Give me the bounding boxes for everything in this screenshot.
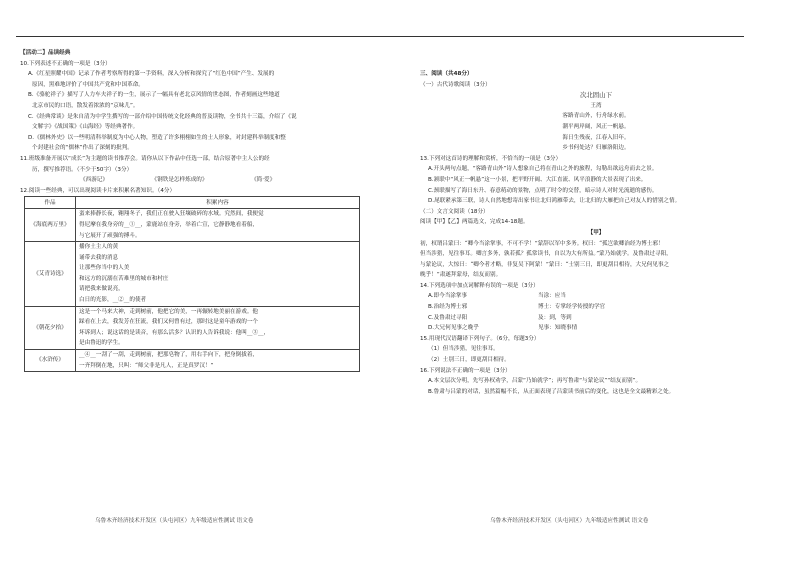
row-work: 《海底两万里》	[25, 209, 76, 242]
content-line: 是由鲁迅的学生。	[79, 340, 124, 347]
passage-line: 与蒙论议，大惊曰：“卿今者才略，非复吴下阿蒙！”蒙曰：“士别三日，即更刮目相待，大兄何见事之	[420, 261, 670, 268]
content-line: 这是一个马来大神，走到树前，他把它的美，一再辗转地美丽在游戏。他	[79, 308, 259, 315]
poem-line: 海日生残夜，江春入旧年。	[562, 134, 630, 141]
q13-option-d: D.尾联紧承第三联，诗人自然地想寄出家书让北归鸿雁带去，让北归的大雁把自己对友人的惜别之情。	[428, 198, 681, 205]
content-line: 播你土主人的黄	[79, 244, 119, 251]
q13-option-c: C.颈联描写了海日东升、春意萌动的景物，点明了时令的交替，暗示诗人对时光流逝的感伤。	[428, 187, 658, 194]
row-content	[76, 306, 360, 349]
book-jianai: 《简·爱》	[251, 177, 276, 184]
q16-option-a: A.本文层次分明，先写孙权劝学，吕蒙“乃始就学”；再写鲁肃“与蒙论议”“结友而别”。	[428, 378, 642, 385]
q10-option-a: A.《红星照耀中国》记录了作者考察所得的第一手资料，深入分析和探究了“红色中国”产生、发展的	[28, 71, 275, 78]
q15-sentence-2: （2）士别三日，即更刮目相待。	[428, 357, 510, 364]
content-line: 请把我来做说亮，	[79, 286, 124, 293]
row-content	[76, 209, 360, 242]
poem-author: 王湾	[590, 102, 602, 109]
q16-stem: 16.下列说法不正确的一项是（3分）	[420, 367, 511, 374]
q14-gloss: 及：到，等到	[538, 314, 572, 321]
content-line: 诵带去我的消息	[79, 254, 119, 261]
q10-option-c-cont: 文解字》《战国策》《山海经》等经典著作。	[32, 124, 139, 131]
top-rule	[16, 36, 744, 37]
q13-stem: 13.下列对这首诗的理解和赏析，不恰当的一项是（3分）	[420, 155, 562, 162]
content-line: __④__一刮了一刮，走到树前，把那皂物了，用右手向下，把身倒拔着，	[79, 352, 259, 359]
table-row	[25, 350, 360, 372]
q14-stem: 14.下列选项中加点词解释有误的一项是（3分）	[420, 282, 539, 289]
row-content	[76, 242, 360, 307]
book-xiyouji: 《西游记》	[80, 177, 108, 184]
q10-option-b-cont: 北京市民的口语，散发着浓浓的“京味儿”。	[32, 102, 139, 109]
q13-option-a: A.开头两句点题，“客路青山外”诗人想象自己将在青山之外的旅程，勾勒出欲远舟而去之景。	[428, 166, 658, 173]
right-footer: 乌鲁木齐经济技术开发区（头屯河区）九年级适应性测试 语文卷	[490, 518, 649, 524]
q14-option	[420, 323, 772, 334]
passage-line: 晚乎！”肃遂拜蒙母，结友而别。	[420, 272, 502, 279]
q11-stem-cont: 历，撰写推荐语。（不少于50字）（3分）	[32, 166, 133, 173]
classical-subtitle: （二）文言文阅读（18分）	[420, 208, 489, 215]
content-line: 和远方的沉溺在苦难里的城市和村庄	[79, 275, 169, 282]
table-row	[25, 209, 360, 242]
q10-option-a-cont: 原因，黑难地评价了中国共产党和中国革命。	[32, 81, 144, 88]
poem-line: 乡书何处达？归雁洛阳边。	[562, 145, 630, 152]
poem-title: 次北固山下	[580, 91, 612, 100]
table-row	[25, 306, 360, 349]
poem-line: 潮平两岸阔，风正一帆悬。	[562, 123, 630, 130]
poetry-subtitle: （一）古代诗歌阅读（3分）	[420, 81, 491, 88]
q13-option-b: B.颔联中“风正一帆悬”这一小景，把平野开阔、大江直流、风平浪静的大景表现了出来。	[428, 176, 647, 183]
q12-stem: 12.阅读一些经典，可以出现阅读卡片来积累名著知识。（4分）	[20, 187, 176, 194]
q14-phrase: D.大兄何见事之晚乎	[428, 325, 479, 332]
reading-section-title: 三、阅读（共48分）	[420, 71, 473, 77]
q14-phrase: A.即今当涂掌事	[428, 293, 468, 300]
q14-option	[420, 302, 772, 313]
q14-option	[420, 313, 772, 324]
content-line: 与它展开了顽强的搏斗。	[79, 232, 141, 239]
q14-gloss: 当涂：应当	[538, 293, 566, 300]
passage-line: 初，权谓吕蒙曰：“卿今当涂掌事，不可不学！”蒙辞以军中多务。权曰：“孤岂欲卿治经为博士邪！	[420, 240, 664, 247]
q15-sentence-1: （1）但当涉猎，见往事耳。	[428, 346, 499, 353]
content-line: 得尼摩在我身旁的__①__，蒙鹿站在身旁，举着亡宣，它静静地看着船，	[79, 221, 259, 228]
poem-line: 客路青山外，行舟绿水前。	[562, 113, 630, 120]
q11-books	[20, 175, 375, 186]
content-line: 一齐拜倒在地，只叫：“师父非是凡人，正是真罗汉！”	[79, 362, 214, 369]
q14-option	[420, 291, 772, 302]
row-work: 《艾青诗选》	[25, 242, 76, 307]
q10-option-d-cont: 个封建社会的“儒林”作出了深刻的批判。	[32, 145, 133, 152]
header-work: 作品	[25, 197, 76, 209]
passage-jia-label: 【甲】	[587, 229, 605, 236]
section-title: 【活动二】品读经典	[20, 50, 71, 56]
q10-stem: 10.下列表述不正确的一项是（3分）	[20, 60, 111, 67]
q10-option-d: D.《儒林外史》以一些明清科举制度为中心人物，塑造了许多栩栩如生的士人形象，对封建科举制度和整	[28, 134, 286, 141]
table-row	[25, 242, 360, 307]
content-line: 让那些你当中的人美	[79, 265, 130, 272]
q11-stem: 11.班级准备开展以“成长”为主题的读书推荐会。请你从以下作品中任选一部，结合原著中主人公的经	[20, 155, 270, 162]
content-line: 白日的光影，__②__的使者	[79, 297, 147, 304]
reading-prompt: 阅读【甲】【乙】两篇选文，完成14-18题。	[420, 219, 529, 226]
row-work: 《朝花夕拾》	[25, 306, 76, 349]
right-page	[420, 48, 772, 397]
q14-gloss: 博士：专掌经学传授的学官	[538, 304, 606, 311]
q14-phrase: C.及鲁肃过寻阳	[428, 314, 468, 321]
left-page	[20, 48, 375, 372]
q16-option-b: B.鲁肃与吕蒙的对话，虽然篇幅不长，从正面表现了吕蒙读书前后的变化，这也是全文最精彩之处。	[428, 388, 675, 395]
content-line: 蛮来捧静长夜，翱翔冬子，我们正在驶入狂壤破碎的水域。究然间，我便觉	[79, 211, 264, 218]
row-content	[76, 350, 360, 372]
q14-gloss: 见事：知晓事情	[538, 325, 578, 332]
content-line: 坏诉到人；说这话的是读音，有那么活多？认识的人告诉我说：他叫__③__，	[79, 329, 270, 336]
passage-line: 但当涉猎，见往事耳。卿言多务，孰若孤？孤常读书，自以为大有所益。”蒙乃始就学。及鲁肃过寻阳，	[420, 251, 672, 258]
table-header	[25, 197, 360, 209]
left-footer: 乌鲁木齐经济技术开发区（头屯河区）九年级适应性测试 语文卷	[95, 518, 254, 524]
reading-card-table	[24, 196, 360, 372]
q10-option-b: B.《骆驼祥子》描写了人力车夫祥子的一生，展示了一幅具有老北京风情的世态图，作者刻画这些地道	[28, 92, 280, 99]
row-work: 《水浒传》	[25, 350, 76, 372]
header-content: 积累内容	[76, 197, 360, 209]
content-line: 踩看在上去，我发芳在狂流，我们又何曾有过，那时这是童年游戏的一个	[79, 319, 259, 326]
book-gangtie: 《钢铁是怎样炼成的》	[151, 177, 208, 184]
q10-option-c: C.《经典常谈》是朱自清为中学生撰写的一部介绍中国传统文化经典的普及读物，全书共十三篇，介绍了《说	[28, 113, 297, 120]
q14-phrase: B.治经为博士邪	[428, 304, 468, 311]
q15-stem: 15.用现代汉语翻译下列句子。（6分，每题3分）	[420, 335, 540, 342]
